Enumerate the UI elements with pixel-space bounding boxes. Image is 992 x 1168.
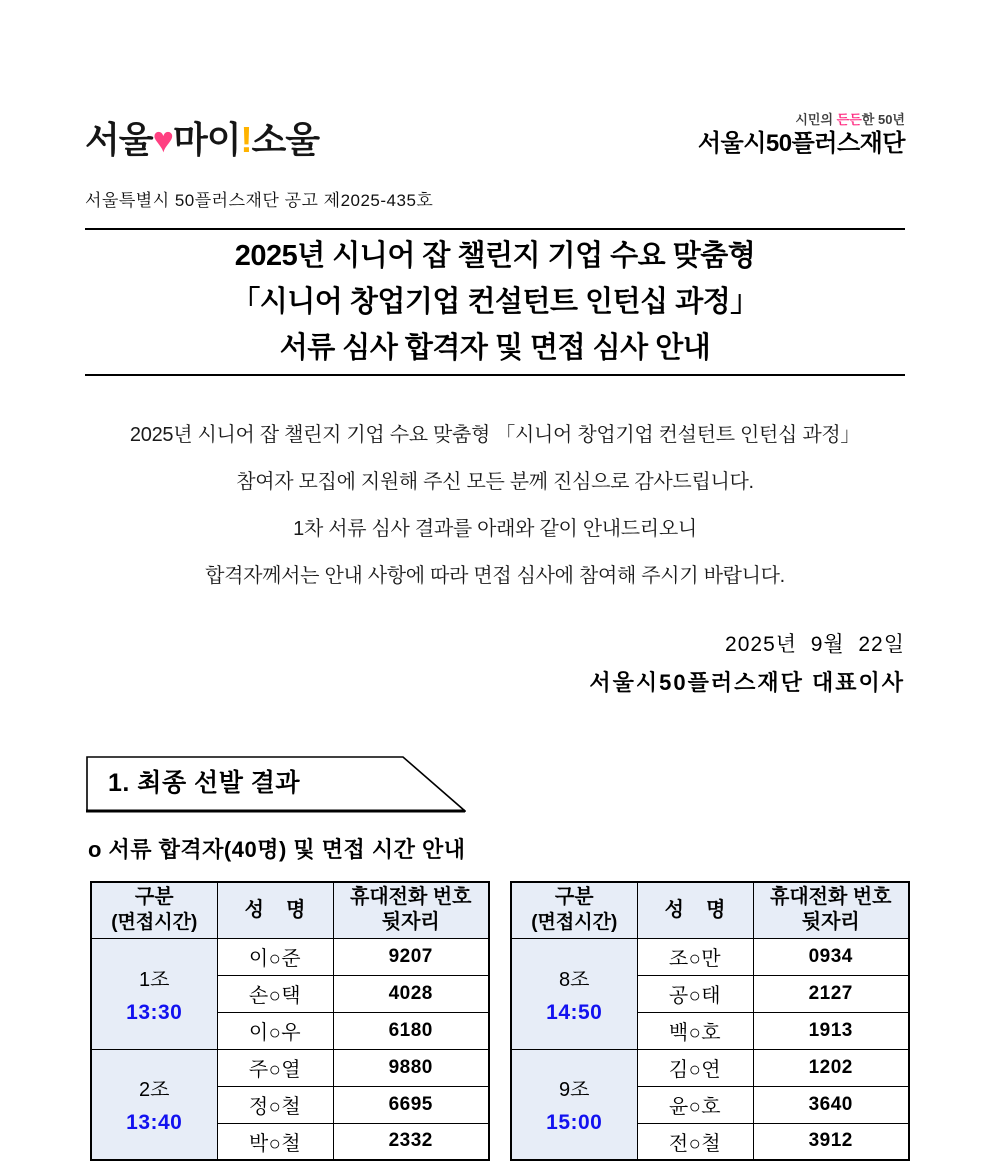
applicant-name: 김○연 (637, 1049, 753, 1086)
title-line-1: 2025년 시니어 잡 챌린지 기업 수요 맞춤형 (234, 240, 756, 272)
applicant-tables (90, 881, 906, 1161)
signoff-block (589, 626, 905, 702)
applicant-name: 백○호 (637, 1012, 753, 1049)
header-row (511, 882, 909, 938)
table-row (91, 938, 489, 975)
phone-digits: 9207 (333, 938, 489, 975)
phone-digits: 2127 (753, 975, 909, 1012)
applicant-name: 이○준 (217, 938, 333, 975)
logo-segment-soul: 소울 (251, 119, 320, 160)
applicant-name: 조○만 (637, 938, 753, 975)
applicant-table-right (510, 881, 910, 1161)
applicant-name: 윤○호 (637, 1086, 753, 1123)
applicant-name: 전○철 (637, 1123, 753, 1160)
greeting-line: 합격자께서는 안내 사항에 따라 면접 심사에 참여해 주시기 바랍니다. (205, 565, 785, 587)
signer-name: 서울시50플러스재단 대표이사 (589, 670, 905, 695)
group-time: 15:00 (546, 1111, 603, 1135)
phone-digits: 2332 (333, 1123, 489, 1160)
col-header-phone-line2: 뒷자리 (381, 911, 440, 934)
group-cell-9jo (511, 1049, 637, 1160)
seoul50plus-logo (698, 113, 905, 156)
tagline-segment-accent: 든든 (836, 112, 862, 127)
greeting-paragraph (85, 412, 905, 600)
col-header-group (91, 882, 217, 938)
seoul-my-soul-logo (85, 112, 319, 163)
phone-digits: 0934 (753, 938, 909, 975)
col-header-group (511, 882, 637, 938)
group-cell-2jo (91, 1049, 217, 1160)
group-label: 1조 (139, 968, 170, 991)
phone-digits: 1202 (753, 1049, 909, 1086)
phone-digits: 4028 (333, 975, 489, 1012)
phone-digits: 6180 (333, 1012, 489, 1049)
group-time: 14:50 (546, 1000, 603, 1024)
greeting-line: 2025년 시니어 잡 챌린지 기업 수요 맞춤형 「시니어 창업기업 컨설턴트 인턴십 과정」 (129, 424, 861, 446)
heart-icon: ♥ (152, 119, 173, 160)
logo-tagline (698, 113, 905, 126)
col-header-phone-line1: 휴대전화 번호 (350, 886, 472, 909)
col-header-group-line2: (면접시간) (111, 912, 198, 934)
applicant-name: 손○택 (217, 975, 333, 1012)
col-header-name: 성 명 (217, 882, 333, 938)
greeting-line: 1차 서류 심사 결과를 아래와 같이 안내드리오니 (293, 518, 697, 540)
table-row (511, 938, 909, 975)
exclamation-icon: ! (240, 119, 252, 160)
group-label: 2조 (139, 1079, 170, 1102)
col-header-phone (753, 882, 909, 938)
logo-segment-my: 마이 (172, 119, 241, 160)
phone-digits: 9880 (333, 1049, 489, 1086)
group-cell-8jo (511, 938, 637, 1049)
col-header-group-line1: 구분 (134, 886, 174, 909)
applicant-name: 공○태 (637, 975, 753, 1012)
title-line-3: 서류 심사 합격자 및 면접 심사 안내 (279, 332, 711, 364)
group-time: 13:30 (126, 1000, 183, 1024)
applicant-name: 정○철 (217, 1086, 333, 1123)
tagline-segment: 한 50년 (861, 112, 905, 127)
phone-digits: 3912 (753, 1123, 909, 1160)
logo-segment-seoul: 서울 (85, 119, 153, 160)
phone-digits: 1913 (753, 1012, 909, 1049)
phone-digits: 6695 (333, 1086, 489, 1123)
header-row (91, 882, 489, 938)
col-header-name: 성 명 (637, 882, 753, 938)
applicant-table-left (90, 881, 490, 1161)
applicant-name: 이○우 (217, 1012, 333, 1049)
logo-org-name: 서울시50플러스재단 (697, 130, 905, 157)
section-heading: 1. 최종 선발 결과 (108, 769, 301, 797)
section-1-banner (86, 756, 466, 813)
applicant-name: 주○열 (217, 1049, 333, 1086)
greeting-line: 참여자 모집에 지원해 주신 모든 분께 진심으로 감사드립니다. (236, 471, 754, 493)
notice-number: 서울특별시 50플러스재단 공고 제2025-435호 (85, 191, 434, 210)
col-header-phone (333, 882, 489, 938)
announcement-date: 2025년 9월 22일 (725, 633, 905, 656)
group-time: 13:40 (126, 1111, 183, 1135)
col-header-phone-line2: 뒷자리 (801, 911, 860, 934)
applicant-name: 박○철 (217, 1123, 333, 1160)
section-subheading: o 서류 합격자(40명) 및 면접 시간 안내 (88, 837, 466, 862)
table-row (511, 1049, 909, 1086)
tagline-segment: 시민의 (795, 112, 837, 127)
title-line-2: 「시니어 창업기업 컨설턴트 인턴십 과정」 (231, 286, 759, 318)
title-block (85, 228, 905, 376)
col-header-group-line2: (면접시간) (531, 912, 618, 934)
group-cell-1jo (91, 938, 217, 1049)
col-header-group-line1: 구분 (554, 886, 594, 909)
table-row (91, 1049, 489, 1086)
phone-digits: 3640 (753, 1086, 909, 1123)
col-header-phone-line1: 휴대전화 번호 (770, 886, 892, 909)
group-label: 8조 (559, 968, 590, 991)
group-label: 9조 (559, 1079, 590, 1102)
